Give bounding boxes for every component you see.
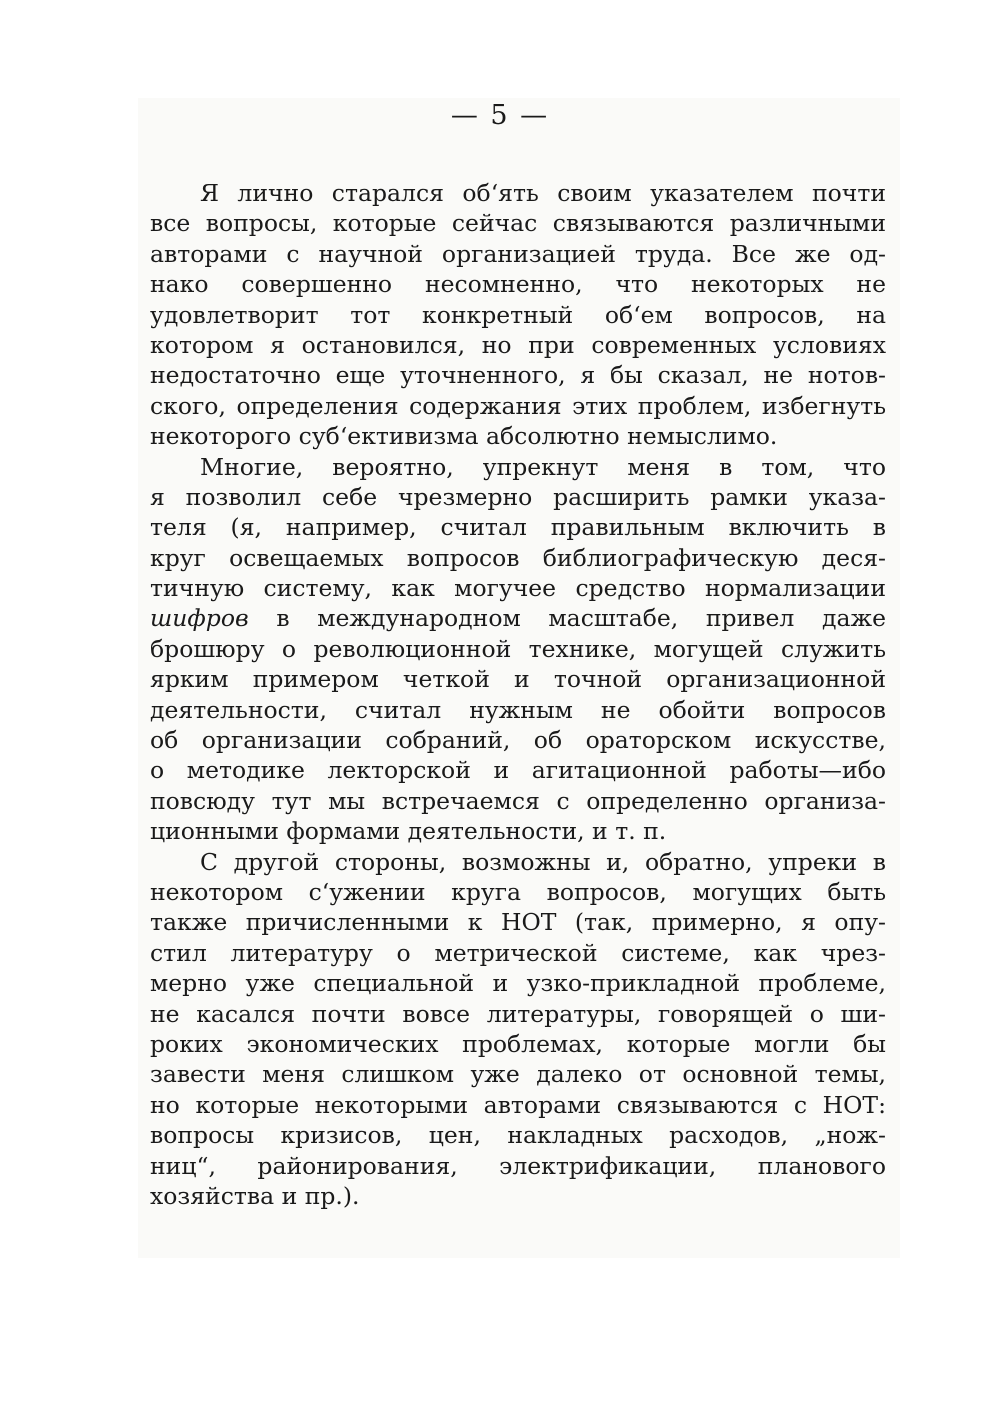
text-line: [150, 725, 886, 755]
body-text: [150, 178, 886, 1211]
text-line-content: ционными формами деятельности, и т. п.: [150, 817, 667, 846]
text-line-content: роких экономических проблемах, которые могли бы: [150, 1029, 886, 1058]
text-line-content: стил литературу о метрической системе, как чрез-: [150, 938, 886, 967]
text-line-content: Многие, вероятно, упрекнут меня в том, что: [200, 452, 886, 481]
text-line-content: нако совершенно несомненно, что некоторых не: [150, 270, 886, 299]
text-line-content: Я лично старался об‘ять своим указателем почти: [200, 179, 886, 207]
text-line: [150, 1059, 886, 1089]
text-line-content: я позволил себе чрезмерно расширить рамки указа-: [150, 482, 886, 511]
text-line: [150, 360, 886, 390]
text-line-content: но которые некоторыми авторами связываются с НОТ:: [150, 1090, 886, 1119]
text-line: [150, 1090, 886, 1120]
text-line-content: все вопросы, которые сейчас связываются различными: [150, 209, 886, 238]
text-line-content: круг освещаемых вопросов библиографическую деся-: [150, 543, 886, 572]
text-line: [150, 330, 886, 360]
text-line: [150, 269, 886, 299]
text-line: [150, 543, 886, 573]
text-line-content: мерно уже специальной и узко-прикладной проблеме,: [150, 969, 886, 998]
italic-term: шифров: [150, 604, 249, 633]
text-line: [150, 847, 886, 877]
text-line-content: деятельности, считал нужным не обойти вопросов: [150, 695, 886, 724]
text-line-content: недостаточно еще уточненного, я бы сказал, не нотов-: [150, 361, 886, 390]
text-line-content: хозяйства и пр.).: [150, 1181, 360, 1210]
text-line-content: авторами с научной организацией труда. Все же од-: [150, 239, 886, 268]
text-line-content: об организации собраний, об ораторском искусстве,: [150, 726, 886, 755]
text-line: [150, 664, 886, 694]
text-line: [150, 512, 886, 542]
text-line: [150, 1181, 886, 1211]
text-line: [150, 1029, 886, 1059]
text-line-content: ярким примером четкой и точной организационной: [150, 665, 886, 694]
text-line: [150, 907, 886, 937]
text-line-content: повсюду тут мы встречаемся с определенно организа-: [150, 786, 886, 815]
text-line: [150, 239, 886, 269]
text-line: [150, 421, 886, 451]
text-line-content: некоторого суб‘ективизма абсолютно немыслимо.: [150, 422, 778, 451]
text-line: [150, 968, 886, 998]
text-line-content: также причисленными к НОТ (так, примерно, я опу-: [150, 908, 886, 937]
text-line: [150, 603, 886, 633]
text-line: [150, 300, 886, 330]
text-line-content: удовлетворит тот конкретный об‘ем вопросов, на: [150, 300, 886, 329]
text-line: [150, 1151, 886, 1181]
text-line: [150, 391, 886, 421]
text-line: [150, 634, 886, 664]
text-line: [150, 999, 886, 1029]
text-line-content: не касался почти вовсе литературы, говорящей о ши-: [150, 999, 886, 1028]
text-line-content: котором я остановился, но при современных условиях: [150, 330, 886, 359]
text-line: [150, 573, 886, 603]
text-line-content: теля (я, например, считал правильным включить в: [150, 513, 886, 542]
text-line: [150, 755, 886, 785]
page-number: — 5 —: [450, 100, 550, 131]
text-line: [150, 482, 886, 512]
text-line: [150, 695, 886, 725]
text-line-content: вопросы кризисов, цен, накладных расходов, „нож-: [150, 1121, 886, 1150]
text-line: [150, 1120, 886, 1150]
text-line-content: тичную систему, как могучее средство нормализации: [150, 574, 886, 603]
text-line: [150, 452, 886, 482]
text-line-content: ского, определения содержания этих проблем, избегнуть: [150, 391, 886, 420]
text-line-content: ниц“, районирования, электрификации, планового: [150, 1151, 886, 1180]
text-line: [150, 938, 886, 968]
text-line-content: в международном масштабе, привел даже: [248, 604, 886, 633]
text-line: [150, 178, 886, 208]
text-line: [150, 877, 886, 907]
text-line-content: завести меня слишком уже далеко от основной темы,: [150, 1060, 886, 1089]
text-line: [150, 208, 886, 238]
text-line: [150, 816, 886, 846]
text-line: [150, 786, 886, 816]
text-line-content: некотором с‘ужении круга вопросов, могущих быть: [150, 877, 886, 906]
text-line-content: С другой стороны, возможны и, обратно, упреки в: [200, 847, 886, 876]
text-line-content: о методике лекторской и агитационной работы—ибо: [150, 756, 886, 785]
text-line-content: брошюру о революционной технике, могущей служить: [150, 634, 886, 663]
